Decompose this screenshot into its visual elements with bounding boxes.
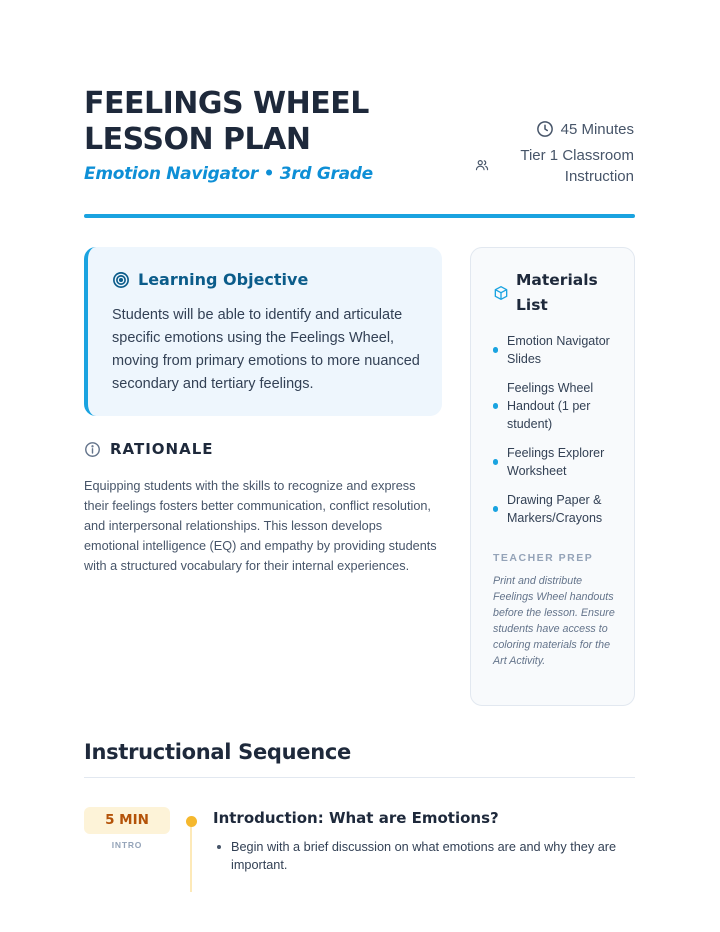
step-title: Introduction: What are Emotions? [213, 809, 499, 827]
bullet-dot [493, 347, 498, 353]
materials-header [493, 268, 606, 318]
timeline-line [190, 822, 192, 892]
step-time-badge: 5 MIN [84, 807, 170, 834]
rationale-text: Equipping students with the skills to recognize and express their feelings fosters better communication, conflict resolution, and interpersonal relationships. This lesson develops emotional intelligence (EQ) and empathy by providing students with a structured vocabulary for their internal experiences. [84, 479, 437, 573]
duration-meta [536, 120, 634, 138]
bullet-dot [493, 403, 498, 409]
materials-list [493, 332, 623, 538]
list-item [493, 332, 623, 368]
objective-text: Students will be able to identify and articulate specific emotions using the Feelings Wheel, moving from primary emotions to more nuanced secondary and tertiary feelings. [112, 307, 420, 392]
tier-text: Tier 1 Classroom Instruction [520, 147, 634, 185]
bullet-dot [493, 506, 498, 512]
material-text: Emotion Navigator Slides [507, 334, 610, 366]
header-divider [84, 214, 635, 218]
sequence-divider [84, 777, 635, 778]
list-item [493, 444, 623, 480]
timeline-dot [186, 816, 197, 827]
users-icon [475, 158, 489, 172]
materials-title: Materials List [516, 271, 598, 314]
learning-objective-card [84, 247, 442, 416]
sequence-title: Instructional Sequence [84, 740, 351, 764]
clock-icon [536, 120, 554, 138]
material-text: Drawing Paper & Markers/Crayons [507, 493, 603, 525]
page-title-line-1: FEELINGS WHEEL [84, 86, 369, 121]
rationale-header [84, 440, 214, 458]
step-phase-label: INTRO [111, 840, 143, 850]
duration-text: 45 Minutes [560, 120, 634, 138]
material-text: Feelings Wheel Handout (1 per student) [507, 381, 594, 431]
teacher-prep-label: TEACHER PREP [493, 552, 594, 564]
list-item [493, 379, 623, 433]
material-text: Feelings Explorer Worksheet [507, 446, 605, 478]
list-item [493, 491, 623, 527]
step-bullets [217, 838, 637, 874]
list-item: Begin with a brief discussion on what emotions are and why they are important. [217, 838, 637, 874]
bullet-dot [493, 459, 498, 465]
objective-header [112, 270, 308, 289]
box-icon [493, 285, 509, 301]
page-title-line-2: LESSON PLAN [84, 122, 311, 157]
page-subtitle: Emotion Navigator • 3rd Grade [84, 164, 373, 184]
info-icon [84, 441, 101, 458]
teacher-prep-text: Print and distribute Feelings Wheel handouts before the lesson. Ensure students have access to coloring materials for the Art Activity. [493, 575, 615, 667]
page-title [84, 86, 464, 158]
materials-card [470, 247, 635, 706]
target-icon [112, 271, 130, 289]
objective-title: Learning Objective [138, 270, 309, 289]
rationale-title: RATIONALE [110, 440, 214, 458]
